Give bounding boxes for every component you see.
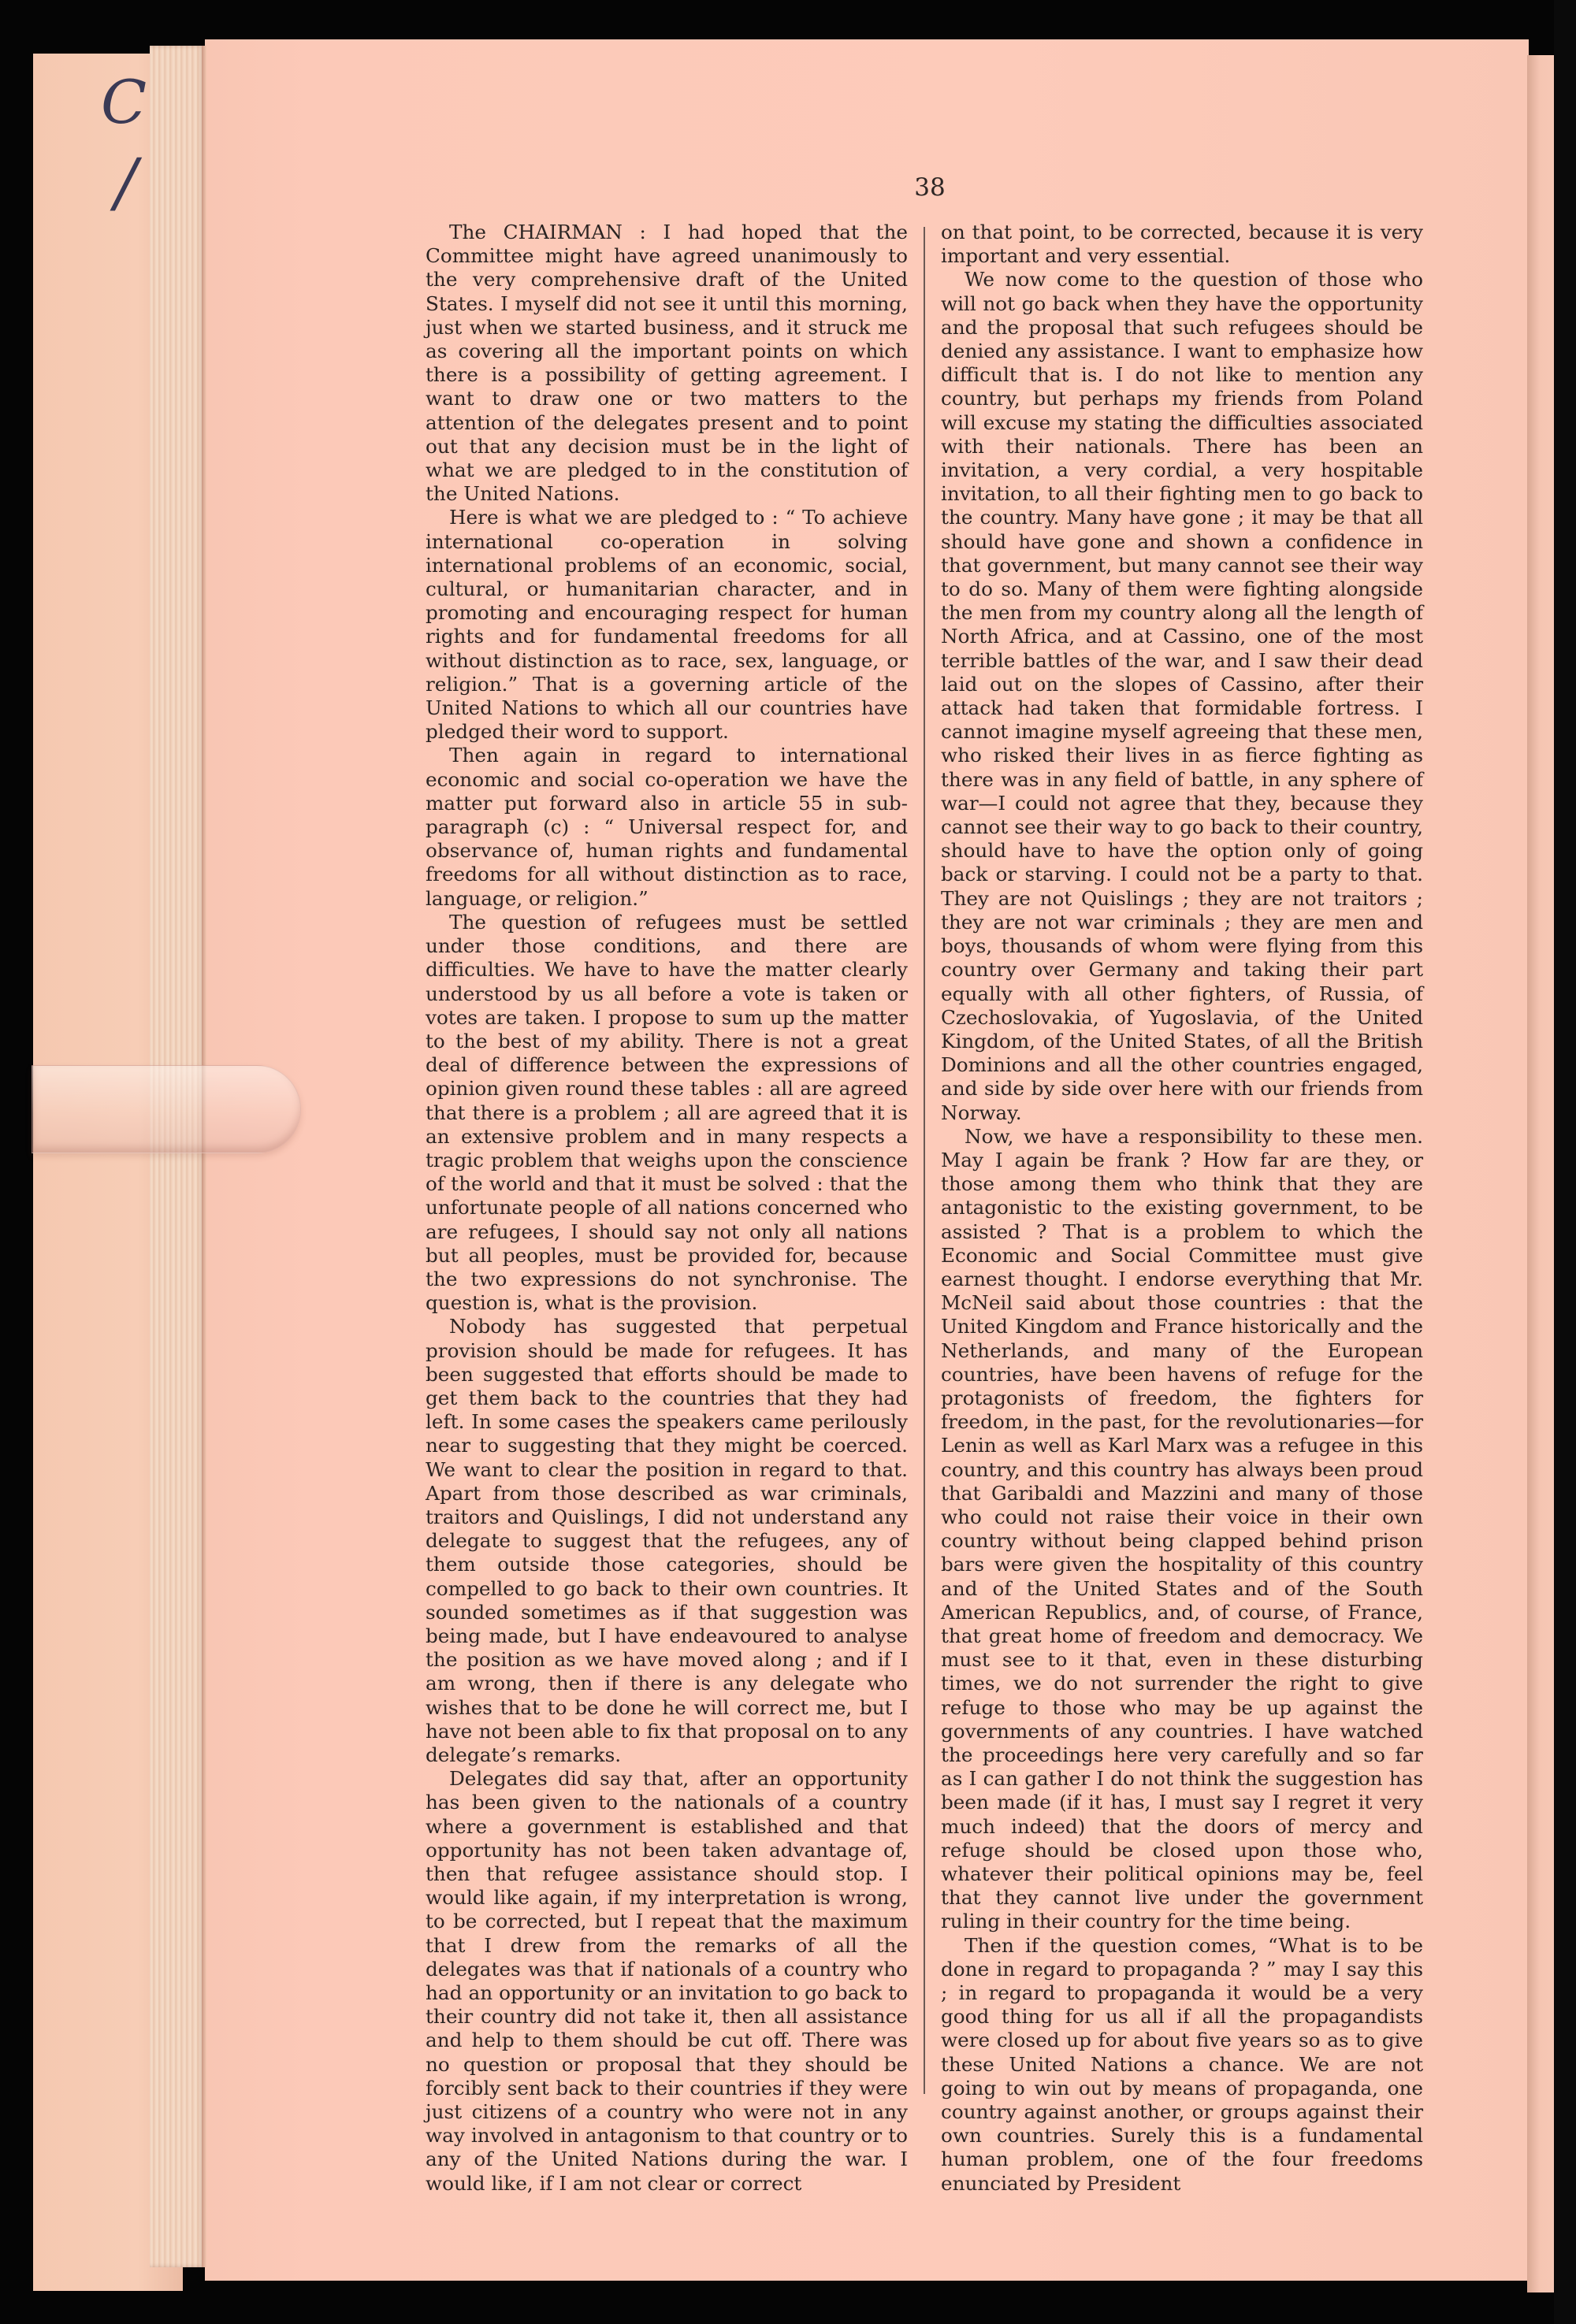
paragraph: Then if the question comes, “What is to be done in regard to propaganda ? ” may I say this ; in regard to propaganda it would be a very good thing for us all if all the propagandists were closed up for about five years so as to give these United Nations a chance. We are not going to win out by means of propaganda, one country against another, or groups against their own countries. Surely this is a fundamental human problem, one of the four freedoms enunciated by President bbox=[941, 1933, 1423, 2195]
column-divider bbox=[924, 227, 925, 2094]
binding-spine bbox=[202, 46, 206, 2267]
handwritten-note-slash: / bbox=[115, 146, 137, 221]
paragraph: We now come to the question of those who will not go back when they have the opportunity and the proposal that such refugees should be denied any assistance. I want to emphasize how difficult that is. I do not like to mention any country, but perhaps my friends from Poland will excuse my stating the difficulties associated with their nationals. There has been an invitation, a very cordial, a very hospitable invitation, to all their fighting men to go back to the country. Many have gone ; it may be that all should have gone and shown a confidence in that government, but many cannot see their way to do so. Many of them were fighting alongside the men from my country along all the length of North Africa, and at Cassino, one of the most terrible battles of the war, and I saw their dead laid out on the slopes of Cassino, after their attack had taken that formidable fortress. I cannot imagine myself agreeing that these men, who risked their lives in as fierce fighting as there was in any field of battle, in any sphere of war—I could not agree that they, because they cannot see their way to go back to their country, should have to have the option only of going back or starving. I could not be a party to that. They are not Quislings ; they are not traitors ; they are not war criminals ; they are men and boys, thousands of whom were flying from this country over Germany and taking their part equally with all other fighters, of Russia, of Czechoslovakia, of Yugoslavia, of the United Kingdom, of the United States, of all the British Dominions and all the other countries engaged, and side by side over here with our friends from Norway. bbox=[941, 268, 1423, 1124]
right-text-column bbox=[941, 221, 1423, 2196]
paragraph: The question of refugees must be settled under those conditions, and there are difficulties. We have to have the matter clearly understood by us all before a vote is taken or votes are taken. I propose to sum up the matter to the best of my ability. There is not a great deal of difference between the expressions of opinion given round these tables : all are agreed that there is a problem ; all are agreed that it is an extensive problem and in many respects a tragic problem that weighs upon the conscience of the world and that it must be solved : that the unfortunate people of all nations concerned who are refugees, I should say not only all nations but all peoples, must be provided for, because the two expressions do not synchronise. The question is, what is the provision. bbox=[426, 910, 908, 1315]
paragraph: Nobody has suggested that perpetual provision should be made for refugees. It has been suggested that efforts should be made to get them back to the countries that they had left. In some cases the speakers came perilously near to suggesting that they might be coerced. We want to clear the position in regard to that. Apart from those described as war criminals, traitors and Quislings, I did not understand any delegate to suggest that the refugees, any of them outside those categories, should be compelled to go back to their own countries. It sounded sometimes as if that suggestion was being made, but I have endeavoured to analyse the position as we have moved along ; and if I am wrong, then if there is any delegate who wishes that to be done he will correct me, but I have not been able to fix that proposal on to any delegate’s remarks. bbox=[426, 1315, 908, 1766]
page-stack-edge bbox=[150, 46, 205, 2267]
paragraph: The CHAIRMAN : I had hoped that the Committee might have agreed unanimously to the very comprehensive draft of the United States. I myself did not see it until this morning, just when we started business, and it struck me as covering all the important points on which there is a possibility of getting agreement. I want to draw one or two matters to the attention of the delegates present and to point out that any decision must be in the light of what we are pledged to in the constitution of the United Nations. bbox=[426, 221, 908, 506]
plastic-clip bbox=[32, 1065, 301, 1153]
paragraph: Then again in regard to international economic and social co-operation we have the matter put forward also in article 55 in sub-paragraph (c) : “ Universal respect for, and observance of, human rights and fundamental freedoms for all without distinction as to race, language, or religion.” bbox=[426, 744, 908, 910]
paragraph: Delegates did say that, after an opportunity has been given to the nationals of a country where a government is established and that opportunity has not been taken advantage of, then that refugee assistance should stop. I would like again, if my interpretation is wrong, to be corrected, but I repeat that the maximum that I drew from the remarks of all the delegates was that if nationals of a country who had an opportunity or an invitation to go back to their country did not take it, then all assistance and help to them should be cut off. There was no question or proposal that they should be forcibly sent back to their countries if they were just citizens of a country who were not in any way involved in antagonism to that country or to any of the United Nations during the war. I would like, if I am not clear or correct bbox=[426, 1767, 908, 2195]
paragraph: Now, we have a responsibility to these men. May I again be frank ? How far are they, or those among them who think that they are antagonistic to the existing government, to be assisted ? That is a problem to which the Economic and Social Committee must give earnest thought. I endorse everything that Mr. McNeil said about those countries : that the United Kingdom and France historically and the Netherlands, and many of the European countries, have been havens of refuge for the protagonists of freedom, the fighters for freedom, in the past, for the revolutionaries—for Lenin as well as Karl Marx was a refugee in this country, and this country has always been proud that Garibaldi and Mazzini and many of those who could not raise their voice in their own country without being clapped behind prison bars were given the hospitality of this country and of the United States and of the South American Republics, and, of course, of France, that great home of freedom and democracy. We must see to it that, even in these disturbing times, we do not surrender the right to give refuge to those who may be up against the governments of any countries. I have watched the proceedings here very carefully and so far as I can gather I do not think the suggestion has been made (if it has, I must say I regret it very much indeed) that the doors of mercy and refuge should be closed upon those who, whatever their political opinions may be, feel that they cannot live under the government ruling in their country for the time being. bbox=[941, 1124, 1423, 1933]
paragraph: on that point, to be corrected, because it is very important and very essential. bbox=[941, 221, 1423, 268]
page-number: 38 bbox=[914, 173, 946, 202]
paragraph: Here is what we are pledged to : “ To achieve international co-operation in solving international problems of an economic, social, cultural, or humanitarian character, and in promoting and encouraging respect for human rights and for fundamental freedoms for all without distinction as to race, sex, language, or religion.” That is a governing article of the United Nations to which all our countries have pledged their word to support. bbox=[426, 506, 908, 744]
handwritten-note-c: C bbox=[101, 67, 147, 137]
left-text-column bbox=[426, 221, 908, 2196]
scan-border-right bbox=[1554, 0, 1576, 2324]
